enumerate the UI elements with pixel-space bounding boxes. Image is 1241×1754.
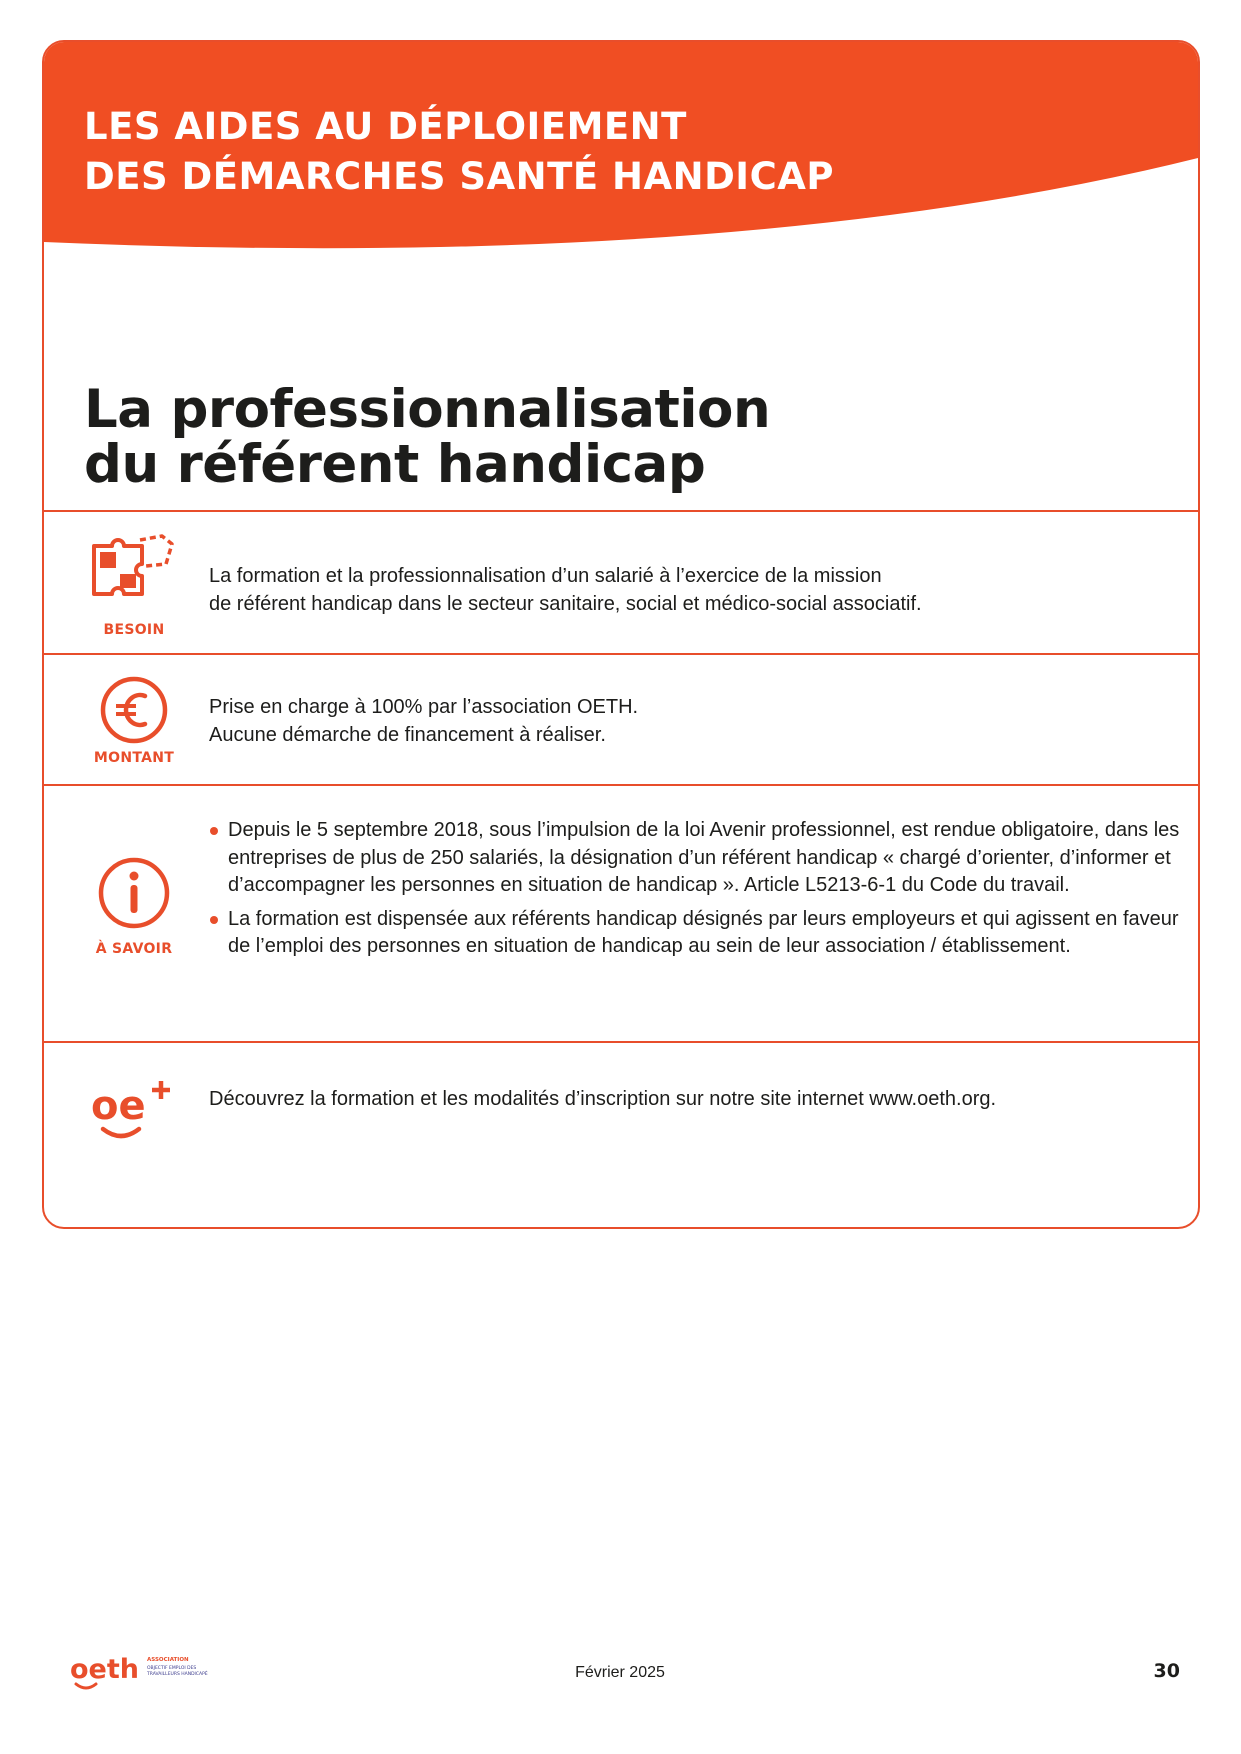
savoir-label: À SAVOIR — [95, 941, 173, 957]
oe-plus-logo-icon — [84, 1077, 184, 1152]
banner-title-line1: LES AIDES AU DÉPLOIEMENT — [84, 105, 687, 148]
savoir-bullet-2: La formation est dispensée aux référents handicap désignés par leurs employeurs et qui agissent en faveur de l’emploi des personnes en situation de handicap au sein de leur association / établissement. — [209, 906, 1184, 961]
page-title-line1: La professionnalisation — [84, 379, 771, 440]
oe-logo-text: oe — [91, 1083, 146, 1129]
montant-text — [209, 693, 638, 749]
site-text-line: Découvrez la formation et les modalités d’inscription sur notre site internet www.oeth.org. — [209, 1088, 997, 1110]
savoir-bullet-list — [209, 817, 1184, 967]
puzzle-icon — [84, 534, 184, 613]
besoin-text-line1: La formation et la professionnalisation d’un salarié à l’exercice de la mission — [209, 565, 882, 587]
page-title-line2: du référent handicap — [84, 434, 706, 495]
footer-logo-sub1: OBJECTIF EMPLOI DES — [147, 1666, 197, 1671]
montant-label: MONTANT — [93, 750, 175, 766]
montant-text-line2: Aucune démarche de financement à réaliser. — [209, 724, 606, 746]
page-title — [84, 379, 771, 495]
site-row — [44, 1041, 1198, 1229]
site-text — [209, 1085, 996, 1113]
besoin-row — [44, 510, 1198, 653]
montant-row — [44, 653, 1198, 784]
montant-text-line1: Prise en charge à 100% par l’association OETH. — [209, 696, 639, 718]
content-card — [42, 40, 1200, 1229]
oeth-footer-logo — [68, 1652, 208, 1701]
footer-logo-text: oeth — [70, 1654, 139, 1685]
besoin-label: BESOIN — [103, 622, 165, 638]
page-number: 30 — [1153, 1660, 1180, 1682]
savoir-row — [44, 784, 1198, 1041]
banner-title-line2: DES DÉMARCHES SANTÉ HANDICAP — [84, 155, 834, 198]
besoin-text — [209, 562, 922, 618]
footer-logo-sub2: TRAVAILLEURS HANDICAPÉS — [147, 1672, 208, 1677]
info-icon — [84, 856, 184, 935]
footer-logo-tag: ASSOCIATION — [147, 1657, 189, 1663]
savoir-bullet-1: Depuis le 5 septembre 2018, sous l’impulsion de la loi Avenir professionnel, est rendue obligatoire, dans les entreprises de plus de 250 salariés, la désignation d’un référent handicap « chargé d’orienter, d’informer et d’accompagner les personnes en situation de handicap ». Article L5213-6-1 du Code du travail. — [209, 817, 1184, 900]
banner-title — [84, 102, 834, 202]
euro-icon — [84, 675, 184, 750]
footer-date: Février 2025 — [575, 1664, 665, 1681]
besoin-text-line2: de référent handicap dans le secteur sanitaire, social et médico-social associatif. — [209, 593, 922, 615]
